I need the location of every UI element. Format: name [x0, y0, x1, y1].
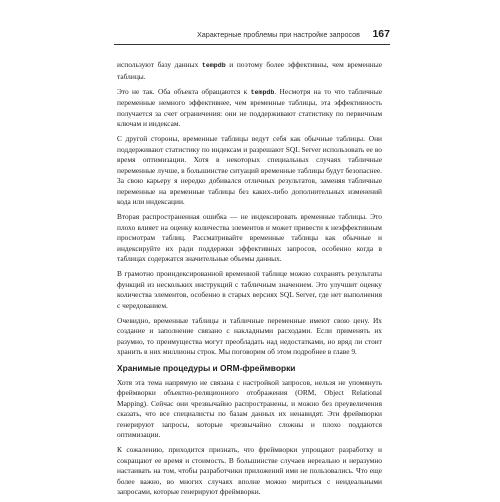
- paragraph-1: [117, 60, 382, 82]
- paragraph-1-text-end: и поэтому более эффективны, чем временные таблицы.: [117, 60, 382, 81]
- paragraph-2: [117, 87, 382, 130]
- paragraph-3: С другой стороны, временные таблицы ведут себя как обычные таблицы. Они поддерживают статистику по индексам и разрешают SQL Server использовать ее во время оптимизации. Хотя в некоторых специальных случаях табличные переменные лучше, в большинстве ситуаций временные таблицы будут безопаснее. За свою карьеру я нередко добивался отличных результатов, заменяя табличные переменные на временные таблицы без каких-либо дополнительных изменений кода или индексации.: [117, 134, 382, 206]
- page-body: [117, 60, 382, 502]
- inline-code-tempdb: tempdb: [250, 88, 275, 96]
- paragraph-2-text-end: . Несмотря на то что табличные переменные немного эффективнее, чем временные таблицы, эта эффективность получается за счет ограничения: они не поддерживают статистику по первичным ключам и индексам.: [117, 86, 382, 128]
- paragraph-1-text-start: используют базу данных: [117, 60, 202, 69]
- page-number: 167: [372, 28, 390, 40]
- running-header-title: Характерные проблемы при настройке запросов: [197, 30, 360, 39]
- section-heading: Хранимые процедуры и ORM-фреймворки: [117, 362, 296, 373]
- paragraph-5: В грамотно проиндексированной временной таблице можно сохранять результаты функций из нескольких инструкций с табличным значением. Это улучшит оценку количества элементов, особенно в старых версиях SQL Server, где нет выполнения с чередованием.: [117, 269, 382, 310]
- running-header: [114, 27, 390, 45]
- paragraph-2-text-start: Это не так. Оба объекта обращаются к: [117, 86, 251, 96]
- section-paragraph-1: Хотя эта тема напрямую не связана с настройкой запросов, нельзя не упомянуть фреймворки объектно-реляционного отображения (ORM, Object Relational Mapping). Сейчас они чрезвычайно распространены, и можно без преувеличения сказать, что все специалисты по базам данных их ненавидят. Эти фреймворки генерируют запросы, которые чрезвычайно сложны и плохо поддаются оптимизации.: [117, 377, 382, 439]
- inline-code-tempdb: tempdb: [201, 62, 226, 69]
- paragraph-6: Очевидно, временные таблицы и табличные переменные имеют свою цену. Их создание и заполнение связано с накладными расходами. Если применять их разумно, то преимущества могут преобладать над недостатками, но вряд ли стоит хранить в них миллионы строк. Мы поговорим об этом подробнее в главе 9.: [117, 315, 382, 356]
- header-rule: [114, 44, 390, 45]
- paragraph-4: Вторая распространенная ошибка — не индексировать временные таблицы. Это плохо влияет на оценку количества элементов и может привести к неэффективным просмотрам таблиц. Рассматривайте временные таблицы как обычные и индексируйте их ради поддержки эффективных запросов, особенно когда в таблицах содержатся значительные объемы данных.: [117, 212, 382, 263]
- section-paragraph-2: К сожалению, приходится признать, что фреймворки упрощают разработку и сокращают ее время и стоимость. В большинстве случаев нереально и неразумно настаивать на том, чтобы разработчики приложений ими не пользовались. Что еще более важно, во многих случаях вполне можно мириться с неидеальными запросами, которые генерируют фреймворки.: [117, 445, 382, 496]
